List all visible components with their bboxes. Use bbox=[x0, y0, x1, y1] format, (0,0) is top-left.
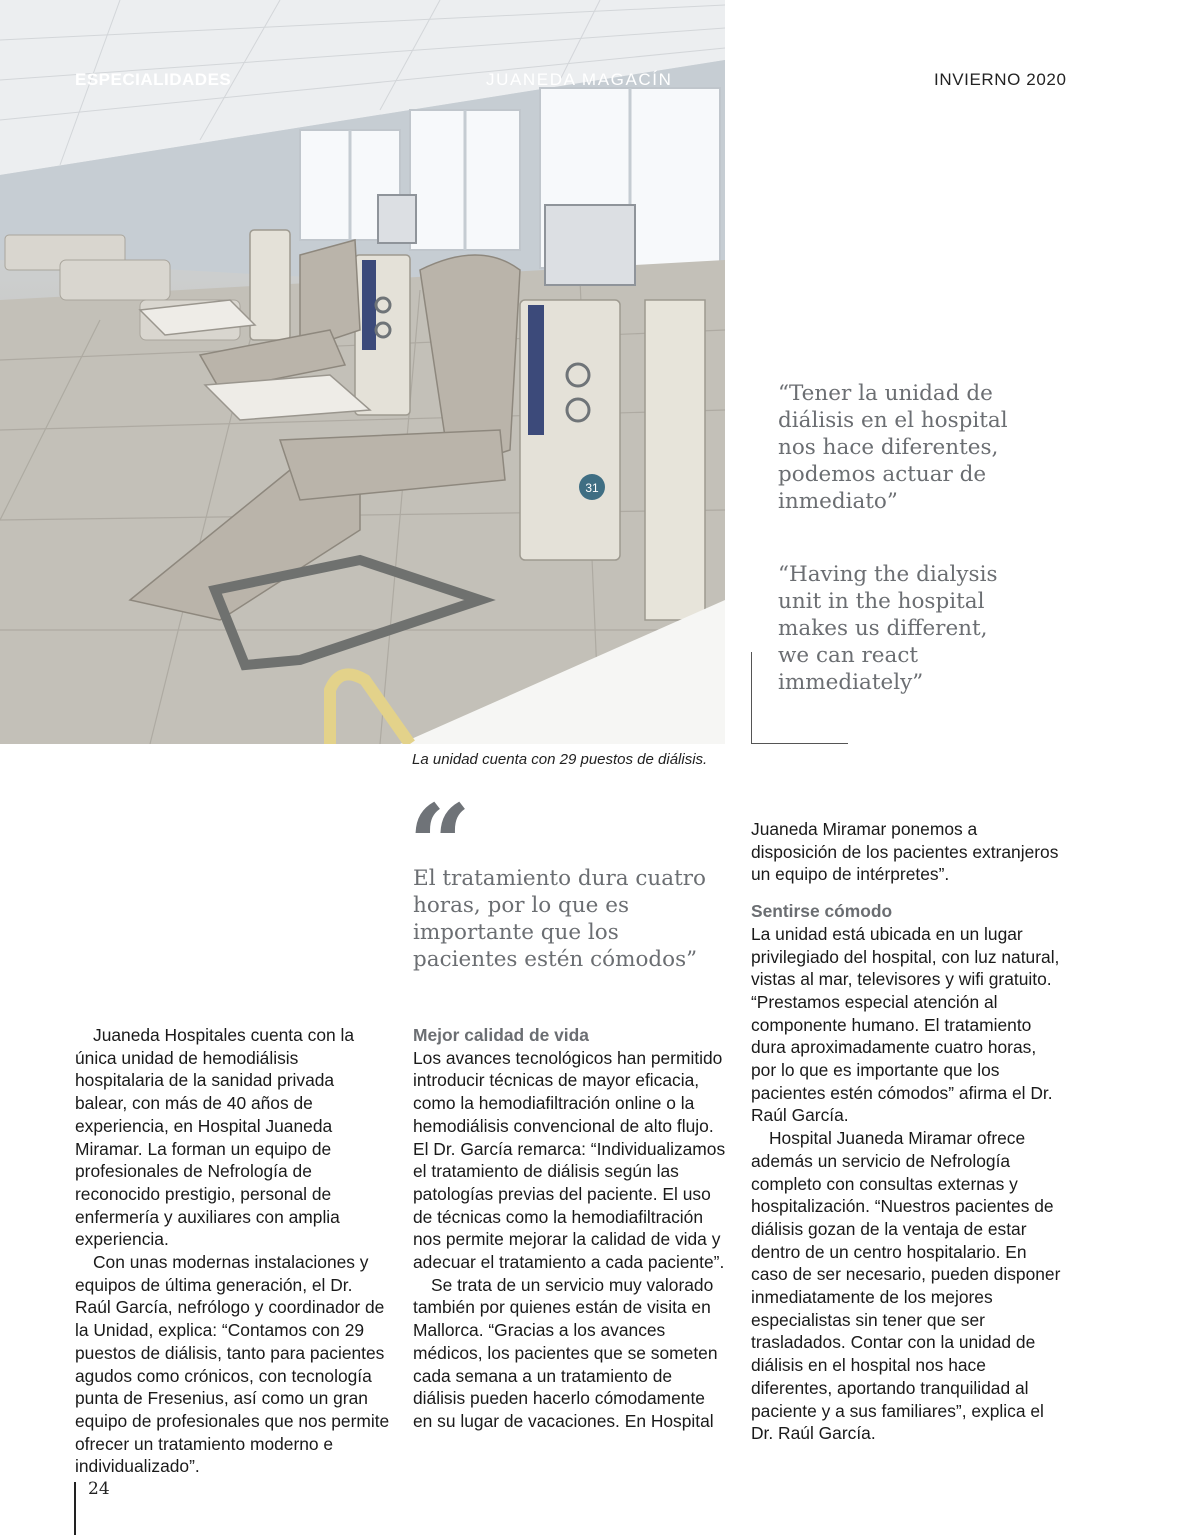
magazine-title: JUANEDA MAGACÍN bbox=[486, 70, 673, 89]
paragraph: La unidad está ubicada en un lugar privilegiado del hospital, con luz natural, vistas al mar, televisores y wifi gratuito. “Prestamos especial atención al componente humano. El tratamiento dura aproximadamente cuatro horas, por lo que es importante que los pacientes estén cómodos” afirma el Dr. Raúl García. bbox=[751, 923, 1060, 1126]
subheading: Sentirse cómodo bbox=[751, 901, 893, 922]
paragraph: Juaneda Miramar ponemos a disposición de los pacientes extranjeros un equipo de intérpretes”. bbox=[751, 819, 1059, 885]
article-column-2 bbox=[413, 1024, 728, 1433]
paragraph: Con unas modernas instalaciones y equipos de última generación, el Dr. Raúl García, nefrólogo y coordinador de la Unidad, explica: “Contamos con 29 puestos de diálisis, tanto para pacientes agudos como crónicos, con tecnología punta de Fresenius, así como un gran equipo de profesionales que nos permite ofrecer un tratamiento moderno e individualizado”. bbox=[75, 1252, 390, 1477]
subheading: Mejor calidad de vida bbox=[413, 1025, 589, 1045]
section-label: ESPECIALIDADES bbox=[75, 70, 232, 89]
side-quote-rule-vertical bbox=[751, 652, 752, 744]
photo-caption: La unidad cuenta con 29 puestos de diálisis. bbox=[412, 751, 708, 768]
quote-mark-icon: “ bbox=[408, 780, 472, 909]
issue-label: INVIERNO 2020 bbox=[934, 70, 1067, 89]
chair-number-text: 31 bbox=[585, 481, 599, 495]
paragraph: Hospital Juaneda Miramar ofrece además un servicio de Nefrología completo con consultas externas y hospitalización. “Nuestros pacientes de diálisis gozan de la ventaja de estar dentro de un centro hospitalario. En caso de ser necesario, pueden disponer inmediatamente de los mejores especialistas sin tener que ser trasladados. Contar con la unidad de diálisis en el hospital nos hace diferentes, aportando tranquilidad al paciente y a sus familiares”, explica el Dr. Raúl García. bbox=[751, 1128, 1061, 1444]
pull-quote: El tratamiento dura cuatro horas, por lo que es importante que los pacientes estén cómodos” bbox=[413, 866, 706, 972]
paragraph: Se trata de un servicio muy valorado también por quienes están de visita en Mallorca. “Gracias a los avances médicos, los pacientes que se someten cada semana a un tratamiento de diálisis pueden hacerlo cómodamente en su lugar de vacaciones. En Hospital bbox=[413, 1274, 718, 1431]
dialysis-room-photo bbox=[0, 0, 725, 744]
spacer bbox=[751, 886, 1066, 900]
side-quote-english: “Having the dialysis unit in the hospital makes us different, we can react immediately” bbox=[778, 562, 998, 695]
photo-illustration bbox=[0, 0, 725, 744]
side-quote-spanish: “Tener la unidad de diálisis en el hospital nos hace diferentes, podemos actuar de inmediato” bbox=[778, 381, 1008, 514]
page-number: 24 bbox=[88, 1479, 110, 1499]
article-column-1 bbox=[75, 1024, 390, 1478]
paragraph: Juaneda Hospitales cuenta con la única unidad de hemodiálisis hospitalaria de la sanidad privada balear, con más de 40 años de experiencia, en Hospital Juaneda Miramar. La forman un equipo de profesionales de Nefrología de reconocido prestigio, personal de enfermería y auxiliares con amplia experiencia. bbox=[75, 1025, 355, 1250]
side-quote-rule-horizontal bbox=[751, 743, 848, 744]
paragraph: Los avances tecnológicos han permitido introducir técnicas de mayor eficacia, como la hemodiafiltración online o la hemodiálisis convencional de alto flujo. El Dr. García remarca: “Individualizamos el tratamiento de diálisis según las patologías previas del paciente. El uso de técnicas como la hemodiafiltración nos permite mejorar la calidad de vida y adecuar el tratamiento a cada paciente”. bbox=[413, 1047, 726, 1273]
folio-rule bbox=[74, 1482, 76, 1535]
article-column-3 bbox=[751, 818, 1066, 1445]
